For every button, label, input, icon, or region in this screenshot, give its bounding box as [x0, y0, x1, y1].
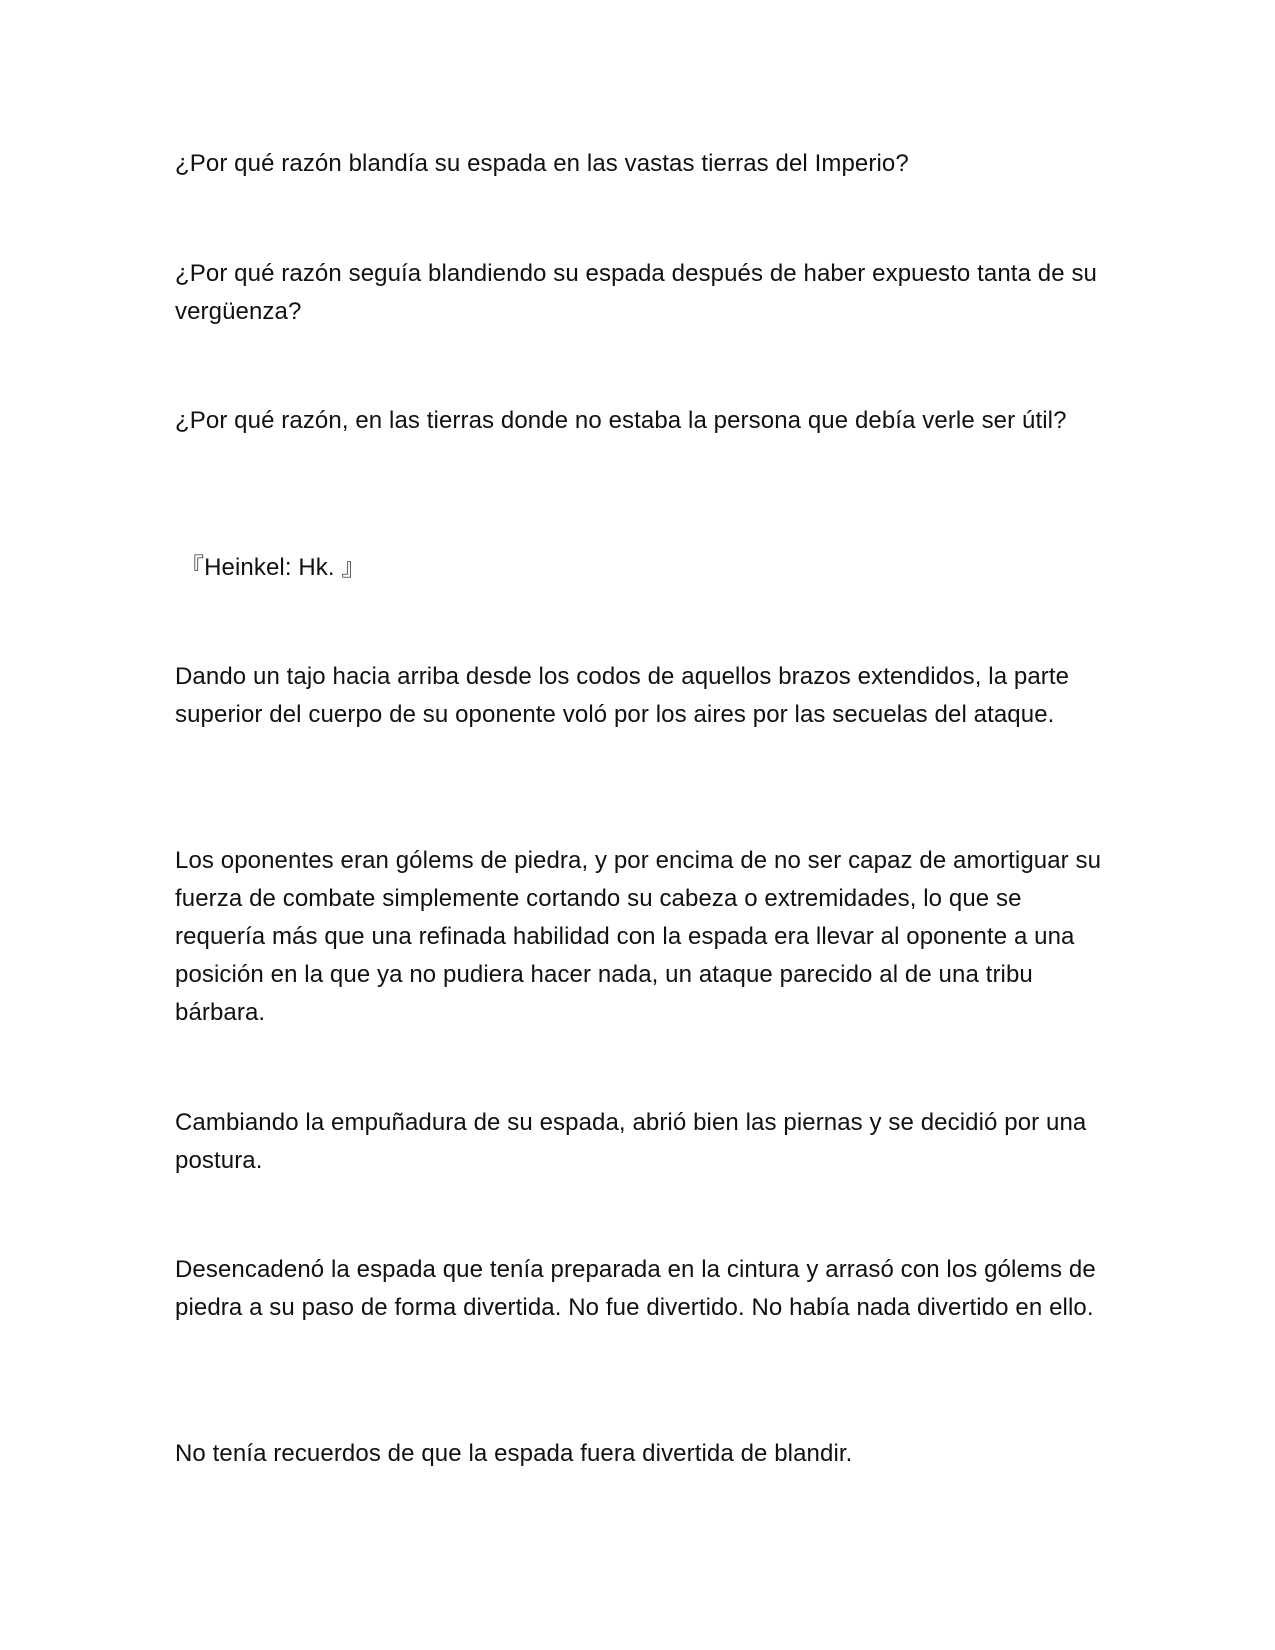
paragraph-3: ¿Por qué razón, en las tierras donde no estaba la persona que debía verle ser útil? [175, 407, 1067, 434]
paragraph-2: ¿Por qué razón seguía blandiendo su espada después de haber expuesto tanta de su vergüenza? [175, 260, 1098, 325]
paragraph-7: Cambiando la empuñadura de su espada, abrió bien las piernas y se decidió por una postura. [175, 1109, 1087, 1174]
paragraph-5: Dando un tajo hacia arriba desde los codos de aquellos brazos extendidos, la parte superior del cuerpo de su oponente voló por los aires por las secuelas del ataque. [175, 663, 1070, 728]
paragraph-9: No tenía recuerdos de que la espada fuera divertida de blandir. [175, 1440, 853, 1467]
dialogue-line: 『Heinkel: Hk. 』 [180, 554, 366, 581]
paragraph-6: Los oponentes eran gólems de piedra, y por encima de no ser capaz de amortiguar su fuerza de combate simplemente cortando su cabeza o extremidades, lo que se requería más que una refinada habilidad con la espada era llevar al oponente a una posición en la que ya no pudiera hacer nada, un ataque parecido al de una tribu bárbara. [175, 847, 1102, 1026]
paragraph-1: ¿Por qué razón blandía su espada en las vastas tierras del Imperio? [175, 150, 909, 177]
paragraph-8: Desencadenó la espada que tenía preparada en la cintura y arrasó con los gólems de piedra a su paso de forma divertida. No fue divertido. No había nada divertido en ello. [175, 1256, 1096, 1321]
